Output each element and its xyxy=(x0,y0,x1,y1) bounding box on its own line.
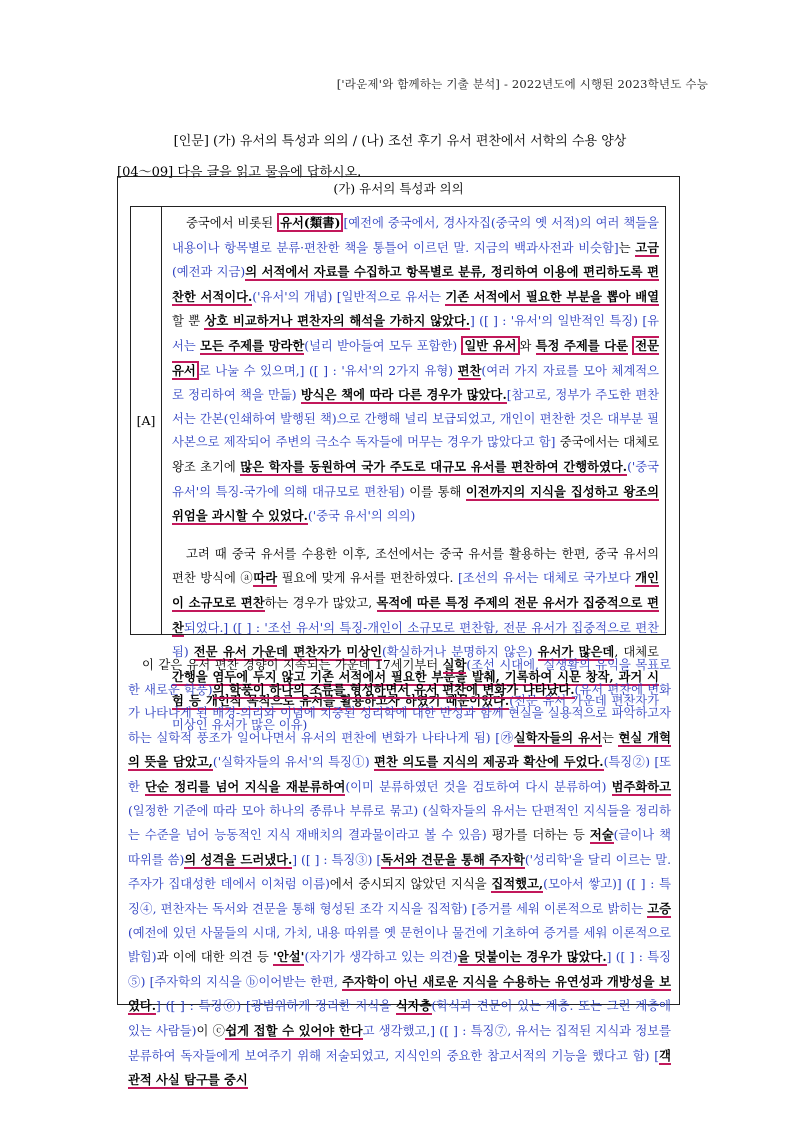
text-run: '안설' xyxy=(273,949,305,965)
text-run: 고려 때 중국 유서를 수용한 이후, 조선에서는 중국 유서를 활용하는 한편, 중국 유서의 편찬 방식에 ⓐ xyxy=(172,546,659,586)
text-run: (여러 가지 자료를 모아 체계적으로 정리하여 책을 만듦) xyxy=(172,363,660,403)
text-run: 고 생각했고,] ([ ] : 특징⑦, 유서는 집적된 지식과 정보를 분류하여 독자들에게 보여주기 위해 저술되었고, 지식인의 중요한 참고서적의 기능을 했다고 함) [ xyxy=(128,1023,671,1063)
text-run: 유서가 많은데 xyxy=(537,644,615,660)
text-run: 편찬 의도를 지식의 제공과 확산에 두었다. xyxy=(374,754,604,770)
passage-heading: (가) 유서의 특성과 의의 xyxy=(333,181,464,196)
text-run: 고증 xyxy=(647,900,671,916)
text-run: 방식은 책에 따라 다른 경우가 많았다. xyxy=(300,387,507,403)
section-a-label: [A] xyxy=(131,207,162,634)
text-run: (조선 시대에, 실생활의 유익을 목표로 한 새로운 학풍) xyxy=(128,658,671,697)
text-run: (유서 편찬에 변화가 나타나게 된 배경-의리와 이념에 치중된 성리학에 대한 반성과 함께 현실을 실용적으로 파악하고자 하는 실학적 풍조가 일어나면서 유서의 편찬에 변화가 나타나게 됨) [㉮ xyxy=(128,682,671,745)
text-run: 는 xyxy=(601,730,619,745)
text-run: (널리 받아들여 모두 포함한) xyxy=(304,338,462,353)
text-run: 전문 유서 가운데 편찬자가 미상인 xyxy=(193,644,382,660)
text-run: 중국에서는 대체로 왕조 초기에 xyxy=(172,435,659,474)
text-run: 필요에 맞게 유서를 편찬하였다. xyxy=(277,571,458,586)
text-run: 집적했고, xyxy=(491,876,544,892)
text-run: 목적에 따른 특정 주제의 전문 유서가 집중적으로 편찬 xyxy=(172,594,659,635)
text-run: (예전에 있던 사물들의 시대, 가치, 내용 따위를 옛 문헌이나 물건에 기초하여 증거를 세워 이론적으로 밝힘) xyxy=(128,925,671,965)
text-run: (학식과 견문이 있는 계층. 또는 그런 계층에 있는 사람들) xyxy=(128,999,672,1038)
text-run: ] ([ ] : 특징③) [ xyxy=(292,852,382,867)
text-run: 의 서적에서 자료를 수집하고 항목별로 분류, 정리하여 이용에 편리하도록 편찬한 서적이다. xyxy=(172,264,659,304)
text-run: 모든 주제를 망라한 xyxy=(200,337,305,353)
text-run: (모아서 쌓고)] ([ ] : 특징④, 편찬자는 독서와 견문을 통해 형성된 조각 지식을 집적함) [증거를 세워 이론적으로 밝히는 xyxy=(128,877,671,916)
text-run: (확실하거나 분명하지 않은) xyxy=(381,645,538,660)
passage-title: [인문] (가) 유서의 특성과 의의 / (나) 조선 후기 유서 편찬에서 서학의 수용 양상 xyxy=(173,134,627,149)
text-run: (글이나 책 따위를 씀) xyxy=(128,828,671,867)
page-header: ['라운제'와 함께하는 기출 분석] - 2022년도에 시행된 2023학년도 수능 xyxy=(336,77,708,91)
question-instruction: [04～09] 다음 글을 읽고 물음에 답하시오. xyxy=(117,165,362,180)
text-run: (전문 유서 가운데 편찬자가 미상인 유서가 많은 이유) xyxy=(172,694,659,732)
text-run: 많은 학자를 동원하여 국가 주도로 대규모 유서를 편찬하여 간행하였다. xyxy=(240,458,628,474)
paragraph-1 xyxy=(172,211,659,529)
text-run: 유서(類書) xyxy=(277,213,343,232)
passage-box xyxy=(117,176,680,1088)
text-run: 는 xyxy=(618,240,636,255)
text-run: ('성리학'을 달리 이르는 말. 주자가 집대성한 데에서 이처럼 이름) xyxy=(128,852,671,892)
text-run: (예전과 지금) xyxy=(172,265,246,280)
text-run: 에서 중시되지 않았던 지식을 xyxy=(329,877,492,892)
text-run: 특정 주제를 다룬 xyxy=(535,337,629,353)
text-run: 이 같은 유서 편찬 경향이 지속되는 가운데 17세기부터 xyxy=(142,658,443,672)
text-run: ('중국 유서'의 의의) xyxy=(307,509,416,524)
text-run: ] ([ ] : 특징⑥) [광범위하게 정리한 지식을 xyxy=(156,999,396,1014)
text-run: 평가를 더하는 등 xyxy=(491,828,590,843)
text-run: 할 뿐 xyxy=(172,314,205,329)
text-run: 저술 xyxy=(589,827,614,843)
text-run: 고금 xyxy=(635,239,660,255)
paragraph-3 xyxy=(128,653,671,1093)
text-run: [참고로, 정부가 주도한 편찬서는 간본(인쇄하여 발행된 책)으로 간행해 널리 보급되었고, 개인이 편찬한 것은 대부분 필사본으로 제작되어 주변의 극소수 독자들에 머무는 경우가 많았다고 함] xyxy=(172,388,660,450)
text-run: (자기가 생각하고 있는 의견) xyxy=(304,950,458,965)
text-run: 일반 유서 xyxy=(461,336,519,355)
text-run: 이전까지의 지식을 집성하고 왕조의 위엄을 과시할 수 있었다. xyxy=(172,483,659,524)
text-run: ] ([ ] : '유서'의 일반적인 특징) [유서는 xyxy=(172,314,660,353)
text-run: 상호 비교하거나 편찬자의 해석을 가하지 않았다. xyxy=(204,313,471,329)
text-run: 기존 서적에서 필요한 부분을 뽑아 배열 xyxy=(445,288,660,304)
text-run: 되었다.] ([ ] : '조선 유서'의 특징-개인이 소규모로 편찬함, 전문 유서가 집중적으로 편찬됨) xyxy=(172,620,659,660)
text-run: 하는 경우가 많았고, xyxy=(264,595,377,610)
text-run: 실학 xyxy=(442,657,467,672)
text-run: (특징②) [또한 xyxy=(128,755,671,794)
text-run: 현실 개혁의 뜻을 담았고, xyxy=(128,729,671,770)
text-run: 중국에서 비롯된 xyxy=(186,216,278,230)
text-run: 개인이 소규모로 편찬 xyxy=(172,570,659,610)
text-run: 편찬 xyxy=(457,362,482,378)
text-run: 이를 통해 xyxy=(409,484,466,499)
text-run: 전문 유서 xyxy=(172,337,660,378)
text-run: 로 나눌 수 있으며,] ([ ] : '유서'의 2가지 유형) xyxy=(198,363,458,378)
text-run: 과 이에 대한 의견 등 xyxy=(156,950,274,965)
text-run: 실학자들의 유서 xyxy=(513,729,602,745)
lower-text xyxy=(128,653,671,1093)
text-run: 의 학풍이 하나의 조류를 형성하면서 유서 편찬에 변화가 나타났다. xyxy=(212,681,575,697)
text-run: 이 ⓒ xyxy=(196,1023,226,1038)
text-run: 을 덧붙이는 경우가 많았다. xyxy=(457,949,607,965)
text-run: 단순 정리를 넘어 지식을 재분류하여 xyxy=(145,778,346,794)
text-run: 식자층 xyxy=(395,998,432,1014)
text-run: 범주화하고 xyxy=(611,778,672,794)
text-run: 쉽게 접할 수 있어야 한다 xyxy=(225,1022,363,1038)
text-run: 독서와 견문을 통해 주자학 xyxy=(381,851,525,867)
text-run: ] ([ ] : 특징⑤) [주자학의 지식을 ⓑ이어받는 한편, xyxy=(128,950,671,989)
text-run: 와 xyxy=(519,338,536,353)
text-run: 객관적 사실 탐구를 중시 xyxy=(128,1047,671,1088)
text-run: 주자학이 아닌 새로운 지식을 수용하는 유연성과 개방성을 보였다. xyxy=(128,973,671,1014)
text-run: [조선의 유서는 대체로 국가보다 xyxy=(457,571,636,586)
text-run: 간행을 염두에 두지 않고 기존 서적에서 필요한 부분을 발췌, 기록하여 시문 창작, 과거 시험 등 개인적 목적으로 유서를 활용하고자 하였기 때문이었다. xyxy=(172,668,659,709)
text-run: ('중국 유서'의 특징-국가에 의해 대규모로 편찬됨) xyxy=(172,459,660,499)
text-run: (이미 분류하였던 것을 검토하여 다시 분류하여) xyxy=(345,779,612,794)
text-run: [예전에 중국에서, 경사자집(중국의 옛 서적)의 여러 책들을 내용이나 항목별로 분류·편찬한 책을 통틀어 이르던 말. 지금의 백과사전과 비슷함] xyxy=(172,216,659,255)
text-run: ('유서'의 개념) [일반적으로 유서는 xyxy=(252,289,446,304)
text-run: 의 성격을 드러냈다. xyxy=(184,851,293,867)
text-run: 따라 xyxy=(253,570,278,586)
text-run: (일정한 기준에 따라 모아 하나의 종류나 부류로 묶고) (실학자들의 유서는 단편적인 지식들을 정리하는 수준을 넘어 능동적인 지식 재배치의 결과물이라고 볼 수 있음) xyxy=(128,803,671,843)
text-run: , 대체로 xyxy=(614,645,659,660)
text-run: ('실학자들의 유서'의 특징①) xyxy=(212,755,375,770)
